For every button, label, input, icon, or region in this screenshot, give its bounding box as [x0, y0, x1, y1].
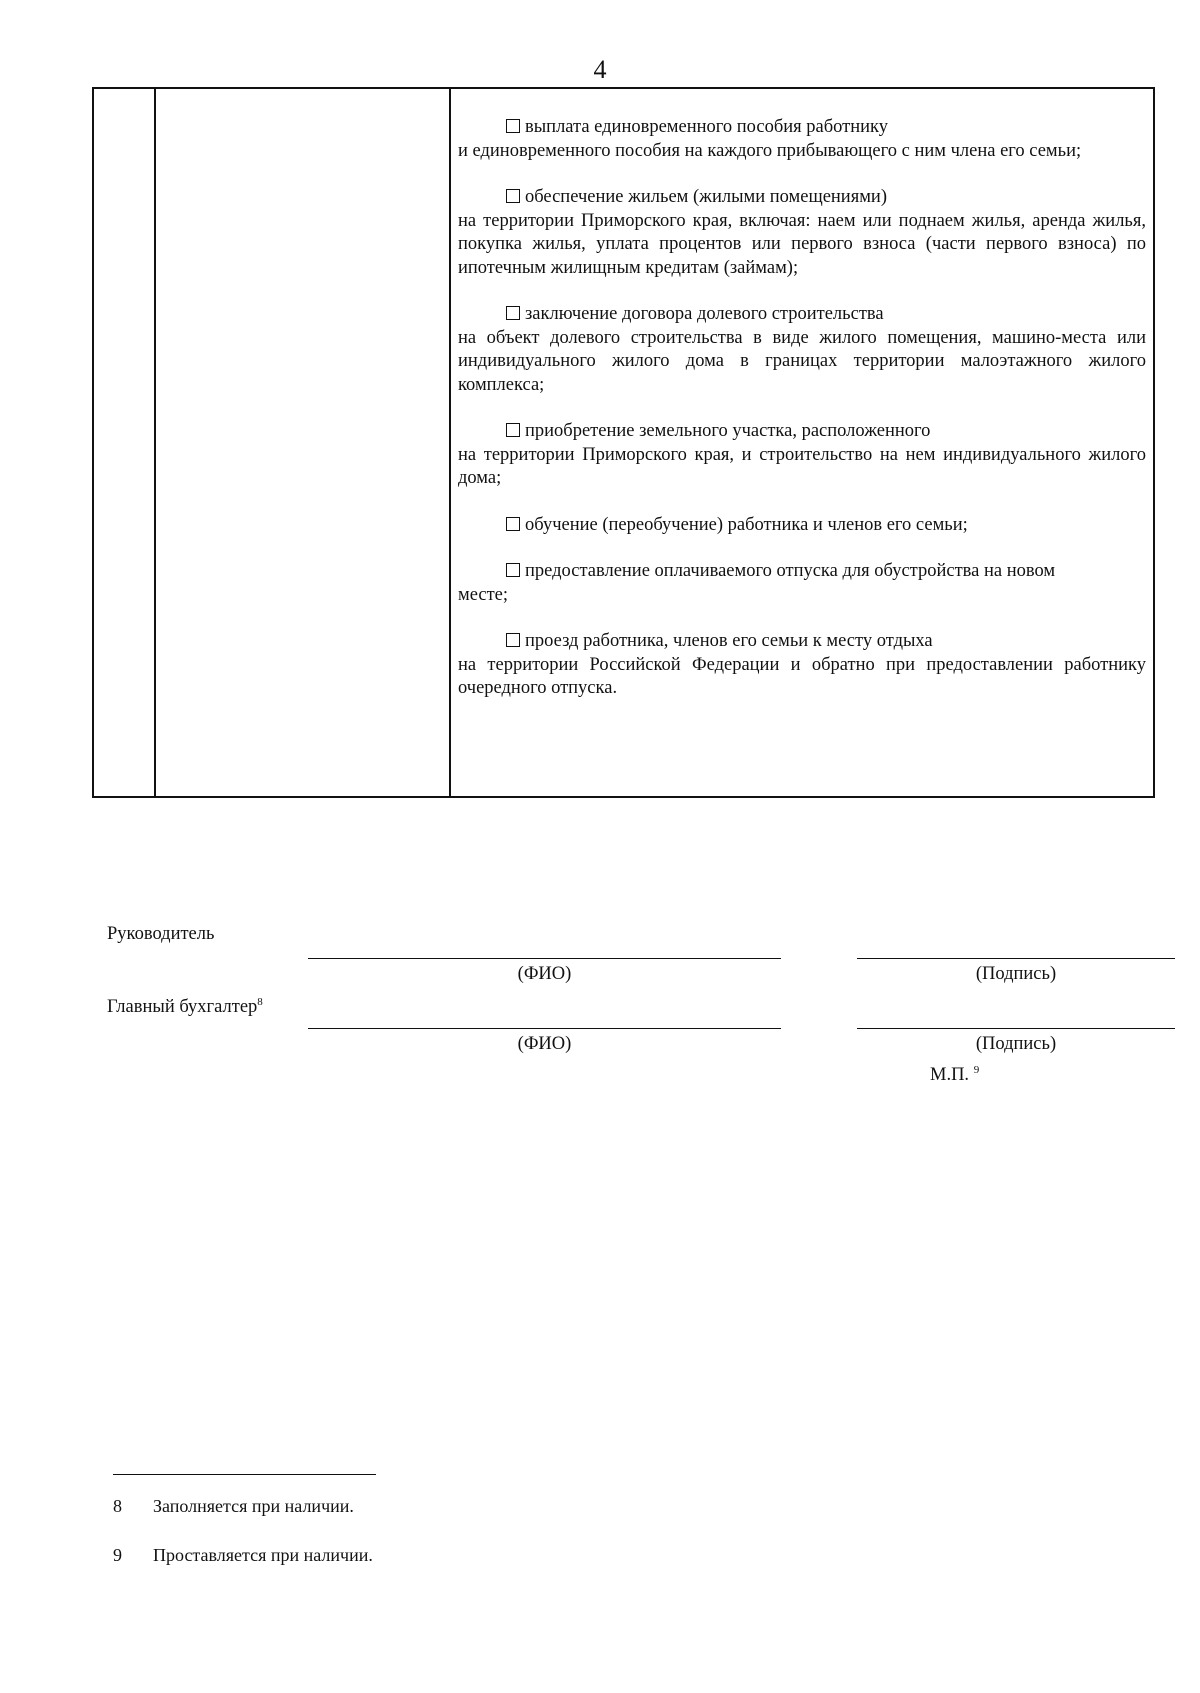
options-list [458, 116, 1146, 724]
option-text: выплата единовременного пособия работнику [525, 117, 889, 137]
head-label: Руководитель [107, 924, 215, 944]
stamp-label: М.П. $^9$ [930, 1064, 980, 1085]
checkbox[interactable] [506, 306, 520, 320]
head-signature-field[interactable] [857, 958, 1175, 959]
option-text-continued: на территории Российской Федерации и обратно при предоставлении работнику очередного отпуска. [458, 654, 1146, 698]
footnote-number: 9 [113, 1545, 122, 1565]
table-column-divider [449, 89, 451, 796]
table-column-divider [154, 89, 156, 796]
option-text: проезд работника, членов его семьи к месту отдыха [525, 631, 933, 651]
option-text: предоставление оплачиваемого отпуска для обустройства на новом [525, 561, 1056, 581]
option-text: заключение договора долевого строительства [525, 304, 884, 324]
checkbox[interactable] [506, 189, 520, 203]
option-text-continued: на объект долевого строительства в виде жилого помещения, машино-места или индивидуального жилого дома в границах территории малоэтажного жилого комплекса; [458, 327, 1146, 395]
footnote-separator [113, 1474, 376, 1475]
head-fio-caption: (ФИО) [517, 964, 572, 984]
option-text-continued: и единовременного пособия на каждого прибывающего с ним члена его семьи; [458, 140, 1082, 161]
option-land-purchase [458, 420, 1146, 491]
checkbox[interactable] [506, 633, 520, 647]
option-text-continued: на территории Приморского края, включая: наем или поднаем жилья, аренда жилья, покупка жилья, уплата процентов или первого взноса (части первого взноса) по ипотечным жилищным кредитам (займам); [458, 210, 1146, 278]
option-text-continued: на территории Приморского края, и строительство на нем индивидуального жилого дома; [458, 444, 1146, 488]
option-text: приобретение земельного участка, расположенного [525, 421, 931, 441]
footnote-number: 8 [113, 1496, 122, 1516]
accountant-signature-caption: (Подпись) [975, 1034, 1057, 1054]
footnote [113, 1545, 373, 1566]
option-paid-leave [458, 560, 1146, 607]
checkbox[interactable] [506, 423, 520, 437]
footnote-text: Заполняется при наличии. [153, 1496, 354, 1516]
checkbox[interactable] [506, 119, 520, 133]
accountant-fio-field[interactable] [308, 1028, 781, 1029]
option-shared-construction [458, 303, 1146, 397]
option-lump-sum-allowance [458, 116, 1146, 163]
footnote-ref: 9 [973, 1064, 980, 1076]
accountant-label: Главный бухгалтер$^8$ [107, 996, 263, 1017]
option-text: обеспечение жильем (жилыми помещениями) [525, 187, 887, 207]
option-text-continued: месте; [458, 584, 509, 605]
option-travel [458, 630, 1146, 701]
page-number: 4 [593, 55, 607, 84]
head-signature-caption: (Подпись) [975, 964, 1057, 984]
head-fio-field[interactable] [308, 958, 781, 959]
accountant-signature-field[interactable] [857, 1028, 1175, 1029]
footnote [113, 1496, 354, 1517]
checkbox[interactable] [506, 563, 520, 577]
footnote-text: Проставляется при наличии. [153, 1545, 373, 1565]
option-text: обучение (переобучение) работника и членов его семьи; [525, 514, 968, 535]
option-training [458, 514, 1146, 538]
checkbox[interactable] [506, 517, 520, 531]
accountant-fio-caption: (ФИО) [517, 1034, 572, 1054]
form-table [92, 87, 1155, 798]
footnote-ref: 8 [257, 996, 263, 1008]
option-housing [458, 186, 1146, 280]
